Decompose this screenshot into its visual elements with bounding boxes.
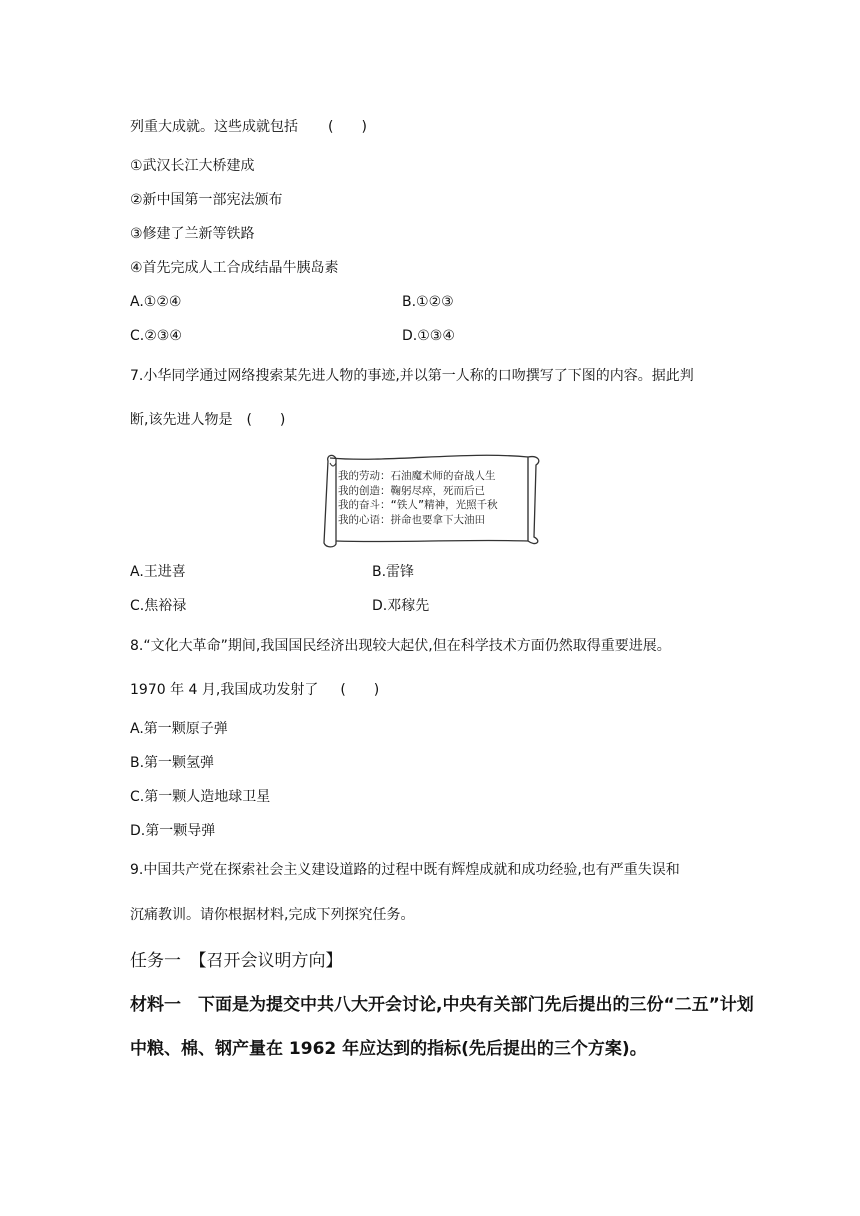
scroll-line-1: 我的劳动：石油魔术师的奋战人生 [338,470,496,482]
q6-option-a: A.①②④ [130,294,182,310]
q8-stem-line2 [130,680,379,700]
q6-option-d: D.①③④ [402,328,455,344]
q6-stem [130,117,367,137]
q9-material-line1: 材料一 下面是为提交中共八大开会讨论,中央有关部门先后提出的三份“二五”计划 [130,995,754,1015]
scroll-text [338,469,498,527]
q8-stem-text: 1970 年 4 月,我国成功发射了 [130,682,319,698]
q7-stem-line1: 7.小华同学通过网络搜索某先进人物的事迹,并以第一人称的口吻撰写了下图的内容。据此判 [130,368,694,384]
q7-option-b: B.雷锋 [372,564,415,580]
q7-option-d: D.邓稼先 [372,598,430,614]
q7-stem-line2 [130,410,285,430]
q7-answer-paren: ( ) [246,412,286,428]
scroll-line-2: 我的创造：鞠躬尽瘁，死而后已 [338,484,485,497]
q6-item-3: ③修建了兰新等铁路 [130,226,255,242]
q6-item-1: ①武汉长江大桥建成 [130,158,255,174]
q6-answer-paren: ( ) [328,119,367,135]
q9-task-heading: 任务一 【召开会议明方向】 [130,951,343,971]
q6-stem-text: 列重大成就。这些成就包括 [130,119,298,135]
q8-option-d: D.第一颗导弹 [130,823,216,839]
scroll-figure [316,449,544,549]
q8-answer-paren: ( ) [340,682,380,698]
q6-item-4: ④首先完成人工合成结晶牛胰岛素 [130,260,339,276]
q9-stem-line1: 9.中国共产党在探索社会主义建设道路的过程中既有辉煌成就和成功经验,也有严重失误和 [130,862,680,878]
q7-stem-text: 断,该先进人物是 [130,412,233,428]
q6-option-b: B.①②③ [402,294,454,310]
scroll-line-3: 我的奋斗：“铁人”精神，光照千秋 [338,499,498,511]
q6-option-c: C.②③④ [130,328,182,344]
q6-item-2: ②新中国第一部宪法颁布 [130,192,283,208]
scroll-line-4: 我的心语：拼命也要拿下大油田 [338,513,485,526]
q7-option-a: A.王进喜 [130,564,186,580]
q8-option-c: C.第一颗人造地球卫星 [130,789,271,805]
q9-stem-line2: 沉痛教训。请你根据材料,完成下列探究任务。 [130,907,415,923]
q9-material-line2: 中粮、棉、钢产量在 1962 年应达到的指标(先后提出的三个方案)。 [130,1039,647,1059]
q8-option-a: A.第一颗原子弹 [130,721,228,737]
q8-stem-line1: 8.“文化大革命”期间,我国国民经济出现较大起伏,但在科学技术方面仍然取得重要进展。 [130,638,671,654]
q8-option-b: B.第一颗氢弹 [130,755,215,771]
q7-option-c: C.焦裕禄 [130,598,187,614]
